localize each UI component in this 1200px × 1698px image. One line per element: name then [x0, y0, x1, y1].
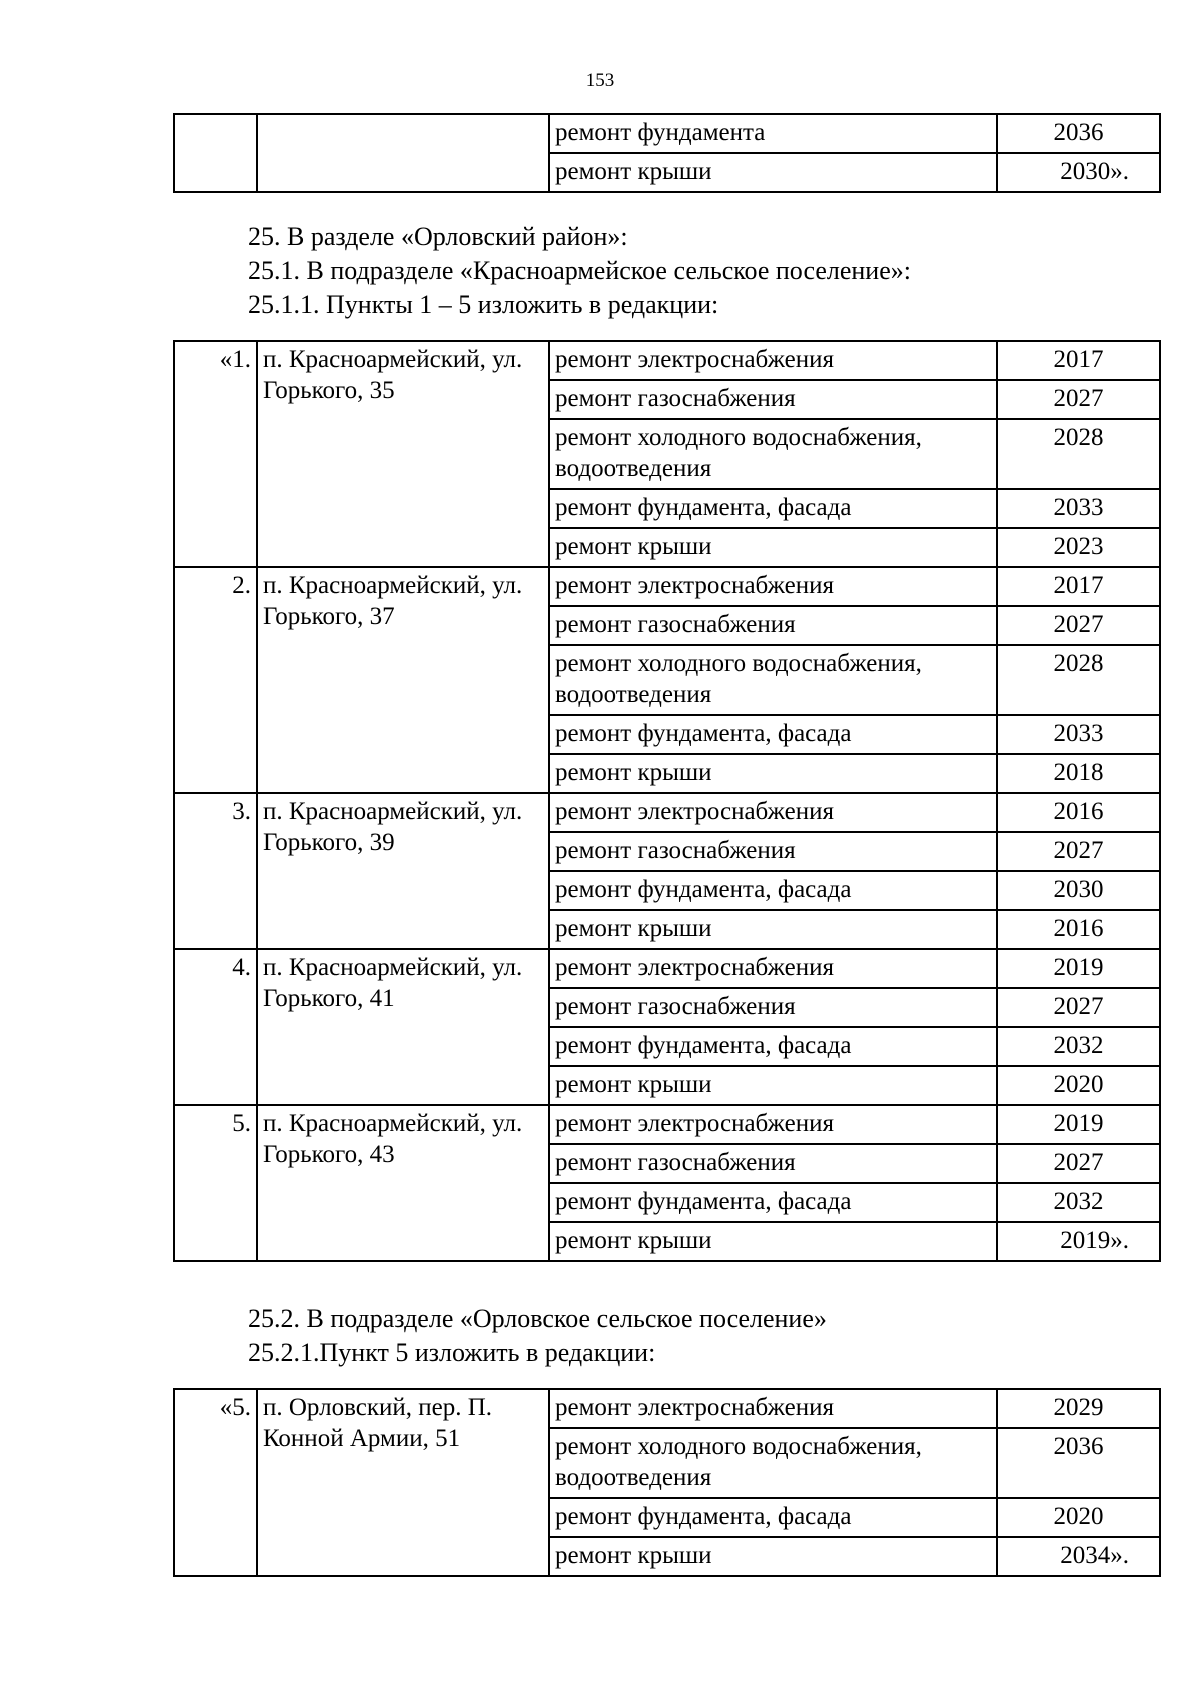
table-row: [174, 1389, 1160, 1428]
number-cell: [174, 114, 257, 192]
year-cell: 2027: [997, 1144, 1160, 1183]
address-cell: п. Красноармейский, ул. Горького, 43: [257, 1105, 549, 1261]
work-cell: ремонт газоснабжения: [549, 832, 997, 871]
table-row: [174, 1105, 1160, 1144]
address-cell: п. Орловский, пер. П. Конной Армии, 51: [257, 1389, 549, 1576]
work-cell: ремонт электроснабжения: [549, 949, 997, 988]
year-cell: 2020: [997, 1066, 1160, 1105]
year-cell: 2018: [997, 754, 1160, 793]
work-cell: ремонт крыши: [549, 1537, 997, 1576]
work-cell: ремонт электроснабжения: [549, 341, 997, 380]
year-cell: 2027: [997, 832, 1160, 871]
page-number: 153: [585, 70, 615, 91]
year-cell: 2023: [997, 528, 1160, 567]
work-cell: ремонт фундамента, фасада: [549, 1498, 997, 1537]
year-cell: 2030: [997, 871, 1160, 910]
item-number-cell: «1.: [174, 341, 257, 567]
table-row: [174, 949, 1160, 988]
year-cell: 2016: [997, 793, 1160, 832]
work-cell: ремонт электроснабжения: [549, 793, 997, 832]
year-cell: 2028: [997, 419, 1160, 489]
item-number-cell: «5.: [174, 1389, 257, 1576]
year-cell: 2027: [997, 380, 1160, 419]
address-cell: [257, 114, 549, 192]
year-cell: 2028: [997, 645, 1160, 715]
work-cell: ремонт холодного водоснабжения, водоотведения: [549, 419, 997, 489]
subsection-heading: 25.1. В подразделе «Красноармейское сельское поселение»:: [248, 256, 911, 285]
work-cell: ремонт электроснабжения: [549, 567, 997, 606]
work-cell: ремонт электроснабжения: [549, 1389, 997, 1428]
item-number-cell: 5.: [174, 1105, 257, 1261]
work-cell: ремонт холодного водоснабжения, водоотведения: [549, 645, 997, 715]
year-cell: 2036: [997, 114, 1160, 153]
work-cell: ремонт холодного водоснабжения, водоотведения: [549, 1428, 997, 1498]
table-body: [174, 1389, 1160, 1576]
year-cell: 2036: [997, 1428, 1160, 1498]
year-cell: 2019: [997, 949, 1160, 988]
table-row: [174, 793, 1160, 832]
year-cell: 2033: [997, 715, 1160, 754]
address-cell: п. Красноармейский, ул. Горького, 41: [257, 949, 549, 1105]
work-cell: ремонт фундамента, фасада: [549, 1027, 997, 1066]
subsection-heading: 25.2. В подразделе «Орловское сельское поселение»: [248, 1304, 827, 1333]
section-heading: 25. В разделе «Орловский район»:: [248, 222, 628, 251]
year-cell: 2027: [997, 988, 1160, 1027]
year-cell: 2019: [997, 1105, 1160, 1144]
table-row: [174, 114, 1160, 153]
table-row: [174, 341, 1160, 380]
work-cell: ремонт электроснабжения: [549, 1105, 997, 1144]
year-cell: 2017: [997, 567, 1160, 606]
table-row: [174, 567, 1160, 606]
clause-heading: 25.2.1.Пункт 5 изложить в редакции:: [248, 1338, 656, 1367]
year-cell: 2020: [997, 1498, 1160, 1537]
continuation-table: [173, 113, 1161, 193]
work-cell: ремонт фундамента, фасада: [549, 1183, 997, 1222]
year-cell: 2029: [997, 1389, 1160, 1428]
year-cell: 2030».: [997, 153, 1160, 192]
year-cell: 2033: [997, 489, 1160, 528]
item-number-cell: 4.: [174, 949, 257, 1105]
work-cell: ремонт фундамента, фасада: [549, 489, 997, 528]
address-cell: п. Красноармейский, ул. Горького, 37: [257, 567, 549, 793]
work-cell: ремонт фундамента: [549, 114, 997, 153]
work-cell: ремонт газоснабжения: [549, 1144, 997, 1183]
year-cell: 2034».: [997, 1537, 1160, 1576]
year-cell: 2032: [997, 1183, 1160, 1222]
work-cell: ремонт крыши: [549, 1066, 997, 1105]
repair-schedule-table-1: [173, 340, 1161, 1262]
year-cell: 2016: [997, 910, 1160, 949]
table-body: [174, 341, 1160, 1261]
work-cell: ремонт крыши: [549, 153, 997, 192]
work-cell: ремонт крыши: [549, 528, 997, 567]
repair-schedule-table-2: [173, 1388, 1161, 1577]
clause-heading: 25.1.1. Пункты 1 – 5 изложить в редакции:: [248, 290, 719, 319]
year-cell: 2017: [997, 341, 1160, 380]
year-cell: 2032: [997, 1027, 1160, 1066]
work-cell: ремонт крыши: [549, 910, 997, 949]
work-cell: ремонт газоснабжения: [549, 606, 997, 645]
work-cell: ремонт фундамента, фасада: [549, 715, 997, 754]
year-cell: 2019».: [997, 1222, 1160, 1261]
item-number-cell: 3.: [174, 793, 257, 949]
year-cell: 2027: [997, 606, 1160, 645]
work-cell: ремонт крыши: [549, 1222, 997, 1261]
work-cell: ремонт крыши: [549, 754, 997, 793]
work-cell: ремонт газоснабжения: [549, 380, 997, 419]
work-cell: ремонт фундамента, фасада: [549, 871, 997, 910]
item-number-cell: 2.: [174, 567, 257, 793]
work-cell: ремонт газоснабжения: [549, 988, 997, 1027]
address-cell: п. Красноармейский, ул. Горького, 39: [257, 793, 549, 949]
address-cell: п. Красноармейский, ул. Горького, 35: [257, 341, 549, 567]
